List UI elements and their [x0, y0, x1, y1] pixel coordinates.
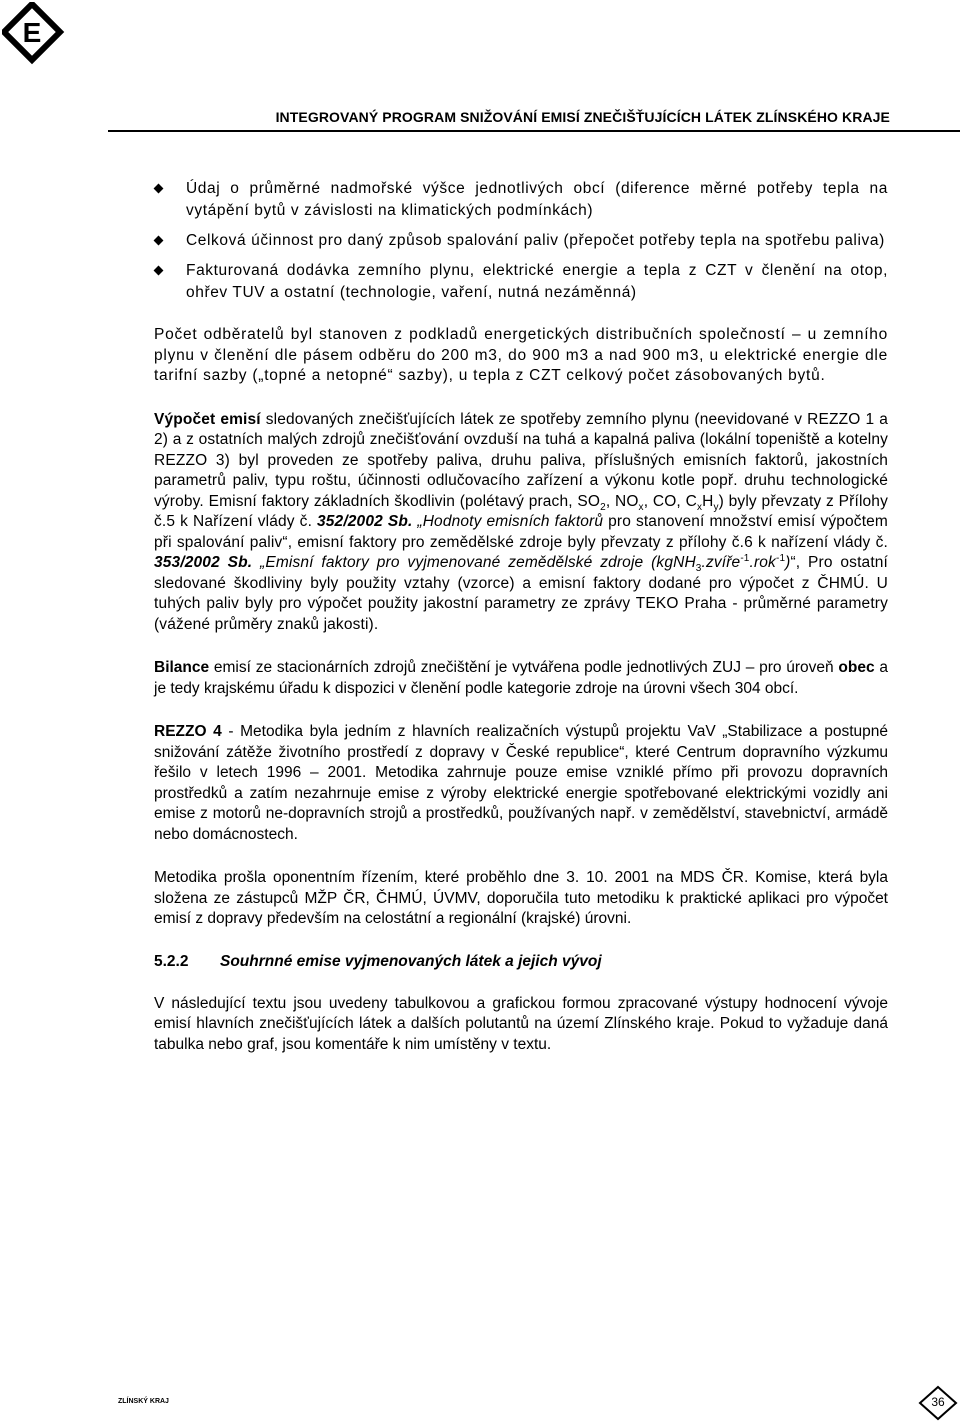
- list-item: Fakturovaná dodávka zemního plynu, elektrické energie a tepla z CZT v členění na otop, ohřev TUV a ostatní (technologie, vaření, nutná nezáměnná): [154, 260, 888, 304]
- list-item: Celková účinnost pro daný způsob spalování paliv (přepočet potřeby tepla na spotřebu paliva): [154, 230, 888, 252]
- logo-e-icon: [2, 2, 70, 70]
- list-item: Údaj o průměrné nadmořské výšce jednotlivých obcí (diference měrné potřeby tepla na vytápění bytů v závislosti na klimatických podmínkách): [154, 178, 888, 222]
- section-title: Souhrnné emise vyjmenovaných látek a jejich vývoj: [220, 952, 602, 970]
- paragraph-rezzo4: REZZO 4 - Metodika byla jedním z hlavních realizačních výstupů projektu VaV „Stabilizace a postupné snižování zátěže životního prostředí z dopravy v České republice“, které Centrum dopravního výzkumu řešilo v letech 1996 – 2001. Metodika zahrnuje pouze emise vzniklé přímo při provozu dopravních prostředků a zatím nezahrnuje emise z výroby elektrické energie spotřebované elektrickými vozidly ani emise z motorů ne-dopravních strojů a prostředků, používaných např. v zemědělství, stavebnictví, armádě nebo domácnostech.: [154, 723, 888, 843]
- section-number: 5.2.2: [154, 952, 189, 970]
- paragraph-customers: Počet odběratelů byl stanoven z podkladů energetických distribučních společností – u zemního plynu v členění dle pásem odběru do 200 m3, do 900 m3 a nad 900 m3, u elektrické energie dle tarifní sazby („topné a netopné“ sazby), u tepla z CZT celkový počet zásobovaných bytů.: [154, 326, 888, 384]
- document-body: [154, 178, 888, 1055]
- header-divider: [108, 130, 960, 132]
- page-number-badge: [918, 1385, 958, 1421]
- paragraph-section-intro: V následující textu jsou uvedeny tabulkovou a grafickou formou zpracované výstupy hodnocení vývoje emisí hlavních znečišťujících látek a dalších polutantů na území Zlínského kraje. Pokud to vyžaduje daná tabulka nebo graf, jsou komentáře k nim umístěny v textu.: [154, 994, 888, 1053]
- diamond-bullet-icon: [154, 266, 164, 276]
- bullet-list: [154, 178, 888, 304]
- diamond-bullet-icon: [154, 184, 164, 194]
- paragraph-balance: Bilance emisí ze stacionárních zdrojů znečištění je vytvářena podle jednotlivých ZUJ – pro úroveň obec a je tedy krajskému úřadu k dispozici v členění podle kategorie zdroje na úrovni všech 304 obcí.: [154, 659, 888, 697]
- page-number: 36: [931, 1395, 945, 1409]
- footer-region: ZLÍNSKÝ KRAJ: [118, 1398, 169, 1405]
- paragraph-methodology-review: Metodika prošla oponentním řízením, které proběhlo dne 3. 10. 2001 na MDS ČR. Komise, která byla složena ze zástupců MŽP ČR, ČHMÚ, ÚVMV, doporučila tuto metodiku k praktické aplikaci pro výpočet emisí z dopravy především na celostátní a regionální (krajské) úrovni.: [154, 869, 888, 927]
- paragraph-emission-calculation: Výpočet emisí sledovaných znečišťujících látek ze spotřeby zemního plynu (neevidované v REZZO 1 a 2) a z ostatních malých zdrojů znečišťování ovzduší na tuhá a kapalná paliva (lokální topeniště a kotelny REZZO 3) byl proveden ze spotřeby paliva, druhu paliva, příslušných emisních faktorů, jakostních parametrů paliv, typu roštu, účinnosti odlučovacího zařízení a výkonu kotle popř. druhu technologické výroby. Emisní faktory základních škodlivin (polétavý prach, $SO_2$, $NO_x$, CO, $C_xH_y$) byly převzaty z Přílohy č.5 k Nařízení vlády č. 352/2002 Sb. „Hodnoty emisních faktorů pro stanovení množství emisí výpočtem při spalování paliv“, emisní faktory pro zemědělské zdroje byly převzaty z přílohy č.6 k nařízení vlády č. 353/2002 Sb. „Emisní faktory pro vyjmenované zemědělské zdroje (kgNH$_3$.zvíře$^{-1}$.rok$^{-1}$)“, Pro ostatní sledované škodliviny byly použity vztahy (vzorce) a emisní faktory dodané pro výpočet z ČHMÚ. U tuhých paliv byly pro výpočet použity jakostní parametry ze zprávy TEKO Praha - průměrné parametry (vážené průměry znaků jakosti).: [154, 410, 888, 633]
- diamond-bullet-icon: [154, 236, 164, 246]
- section-heading: [154, 952, 888, 972]
- logo-letter: E: [22, 17, 42, 48]
- document-header-title: INTEGROVANÝ PROGRAM SNIŽOVÁNÍ EMISÍ ZNEČIŠŤUJÍCÍCH LÁTEK ZLÍNSKÉHO KRAJE: [275, 109, 890, 125]
